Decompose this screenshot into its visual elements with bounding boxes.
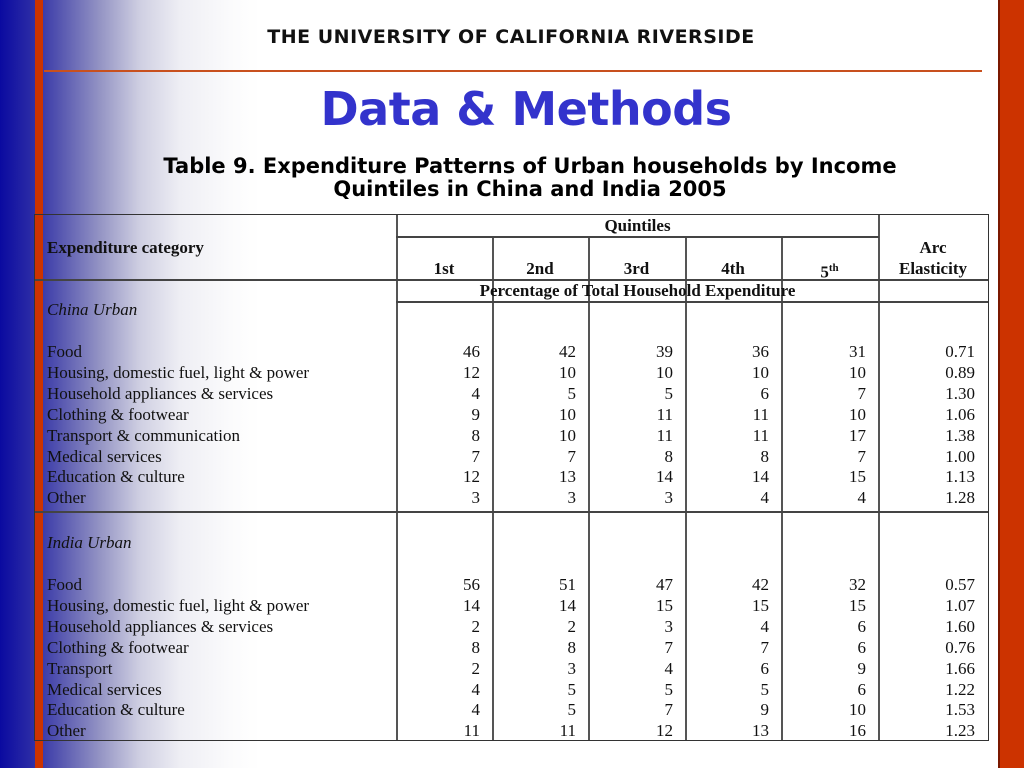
section-label: India Urban <box>47 533 132 552</box>
quintile-value-1: 9 <box>471 404 480 424</box>
quintile-value-4: 4 <box>760 488 769 508</box>
row-category: Household appliances & services <box>47 383 274 403</box>
quintile-value-1: 14 <box>463 595 480 615</box>
row-divider <box>35 511 988 513</box>
row-category: Medical services <box>47 679 162 699</box>
quintile-value-5: 17 <box>849 425 866 445</box>
quintile-value-2: 7 <box>567 446 576 466</box>
quintile-value-1: 8 <box>471 637 480 657</box>
table-title-line1: Table 9. Expenditure Patterns of Urban households by Income <box>163 154 897 178</box>
quintile-value-5: 6 <box>857 616 866 636</box>
quintile-5-number: 5 <box>820 262 829 282</box>
arc-elasticity-value: 1.38 <box>945 425 975 445</box>
quintile-header-2nd: 2nd <box>526 259 554 278</box>
quintile-header-3rd: 3rd <box>623 259 650 278</box>
quintile-value-4: 36 <box>752 342 769 361</box>
row-divider <box>396 236 879 238</box>
row-category: Housing, domestic fuel, light & power <box>47 595 310 615</box>
quintile-value-4: 13 <box>752 721 769 741</box>
arc-elasticity-value: 0.76 <box>945 637 975 657</box>
arc-elasticity-value: 1.13 <box>945 467 975 487</box>
quintile-value-5: 7 <box>857 383 866 403</box>
quintile-header-5th <box>781 258 878 283</box>
arc-elasticity-value: 1.66 <box>945 658 975 678</box>
arc-elasticity-value: 1.00 <box>945 446 975 466</box>
quintile-value-4: 11 <box>752 425 769 445</box>
row-category: Other <box>47 721 86 741</box>
quintile-value-1: 2 <box>471 616 480 636</box>
quintile-value-1: 11 <box>463 721 480 741</box>
quintile-5-suffix: th <box>828 262 839 274</box>
quintile-value-1: 46 <box>463 342 480 361</box>
quintile-value-1: 4 <box>471 679 480 699</box>
quintile-value-3: 47 <box>656 575 673 594</box>
quintile-value-1: 4 <box>471 383 480 403</box>
arc-elasticity-value: 1.28 <box>945 488 975 508</box>
row-category: Other <box>47 488 86 508</box>
quintile-value-1: 56 <box>463 575 480 594</box>
quintile-value-3: 10 <box>656 362 673 382</box>
quintile-value-2: 10 <box>559 425 576 445</box>
row-category: Education & culture <box>47 700 185 720</box>
quintile-value-5: 6 <box>857 679 866 699</box>
quintile-value-5: 10 <box>849 362 866 382</box>
row-divider <box>396 301 879 303</box>
row-category: Household appliances & services <box>47 616 274 636</box>
quintile-value-5: 15 <box>849 595 866 615</box>
quintile-value-2: 42 <box>559 342 576 361</box>
quintile-value-2: 3 <box>567 658 576 678</box>
quintile-value-5: 15 <box>849 467 866 487</box>
table-title-line2: Quintiles in China and India 2005 <box>333 177 727 201</box>
quintile-value-3: 4 <box>664 658 673 678</box>
quintile-value-1: 3 <box>471 488 480 508</box>
quintile-value-2: 10 <box>559 362 576 382</box>
quintile-value-2: 10 <box>559 404 576 424</box>
row-category: Medical services <box>47 446 162 466</box>
slide-title: Data & Methods <box>320 82 732 136</box>
col-divider <box>781 301 783 740</box>
quintile-value-2: 3 <box>567 488 576 508</box>
arc-header-line1: Arc <box>919 238 947 257</box>
quintile-value-4: 10 <box>752 362 769 382</box>
quintile-value-5: 16 <box>849 721 866 741</box>
category-column-header: Expenditure category <box>47 238 204 257</box>
quintile-header-4th: 4th <box>721 259 745 278</box>
arc-header-line2: Elasticity <box>899 259 967 278</box>
quintile-value-4: 5 <box>760 679 769 699</box>
quintile-value-5: 10 <box>849 404 866 424</box>
quintile-value-4: 11 <box>752 404 769 424</box>
organization-name: THE UNIVERSITY OF CALIFORNIA RIVERSIDE <box>267 26 755 48</box>
quintile-value-4: 6 <box>760 383 769 403</box>
quintile-value-1: 12 <box>463 362 480 382</box>
quintile-header-1st: 1st <box>433 259 455 278</box>
quintile-value-3: 12 <box>656 721 673 741</box>
quintile-value-4: 9 <box>760 700 769 720</box>
arc-elasticity-value: 1.07 <box>945 595 975 615</box>
quintile-value-3: 5 <box>664 383 673 403</box>
quintile-value-4: 6 <box>760 658 769 678</box>
arc-elasticity-value: 1.53 <box>945 700 975 720</box>
quintile-value-2: 5 <box>567 700 576 720</box>
quintile-value-5: 9 <box>857 658 866 678</box>
arc-elasticity-value: 0.71 <box>945 342 975 361</box>
quintile-value-1: 4 <box>471 700 480 720</box>
row-category: Education & culture <box>47 467 185 487</box>
arc-elasticity-value: 0.89 <box>945 362 975 382</box>
quintile-value-4: 4 <box>760 616 769 636</box>
row-category: Food <box>47 575 82 594</box>
quintile-value-5: 32 <box>849 575 866 594</box>
quintile-value-3: 3 <box>664 616 673 636</box>
row-category: Transport & communication <box>47 425 240 445</box>
quintile-value-4: 14 <box>752 467 769 487</box>
arc-elasticity-value: 1.60 <box>945 616 975 636</box>
col-divider <box>588 301 590 740</box>
row-divider <box>878 301 988 303</box>
quintile-value-1: 12 <box>463 467 480 487</box>
arc-elasticity-value: 1.22 <box>945 679 975 699</box>
quintile-value-2: 5 <box>567 679 576 699</box>
quintile-value-3: 11 <box>656 404 673 424</box>
quintile-value-3: 7 <box>664 637 673 657</box>
table-title <box>110 155 950 201</box>
quintile-value-3: 14 <box>656 467 673 487</box>
quintile-value-3: 15 <box>656 595 673 615</box>
quintile-value-2: 5 <box>567 383 576 403</box>
organization-header <box>0 26 1024 48</box>
row-category: Clothing & footwear <box>47 637 189 657</box>
quintile-value-1: 7 <box>471 446 480 466</box>
quintile-value-3: 39 <box>656 342 673 361</box>
col-divider <box>492 301 494 740</box>
quintile-value-1: 8 <box>471 425 480 445</box>
quintile-value-2: 14 <box>559 595 576 615</box>
quintile-value-3: 3 <box>664 488 673 508</box>
quintile-value-4: 42 <box>752 575 769 594</box>
quintile-value-2: 11 <box>559 721 576 741</box>
quintile-value-4: 7 <box>760 637 769 657</box>
quintile-value-5: 4 <box>857 488 866 508</box>
quintiles-header: Quintiles <box>604 216 671 235</box>
quintile-value-4: 8 <box>760 446 769 466</box>
header-divider <box>44 70 982 72</box>
quintile-value-3: 8 <box>664 446 673 466</box>
quintile-value-1: 2 <box>471 658 480 678</box>
quintile-value-3: 7 <box>664 700 673 720</box>
quintile-value-3: 5 <box>664 679 673 699</box>
units-label: Percentage of Total Household Expenditure <box>479 281 796 300</box>
quintile-value-5: 10 <box>849 700 866 720</box>
row-category: Clothing & footwear <box>47 404 189 424</box>
quintile-value-5: 6 <box>857 637 866 657</box>
quintile-value-2: 51 <box>559 575 576 594</box>
row-category: Food <box>47 342 82 361</box>
arc-elasticity-value: 1.06 <box>945 404 975 424</box>
quintile-value-2: 2 <box>567 616 576 636</box>
quintile-value-5: 31 <box>849 342 866 361</box>
col-divider <box>685 301 687 740</box>
arc-elasticity-value: 1.30 <box>945 383 975 403</box>
row-category: Housing, domestic fuel, light & power <box>47 362 310 382</box>
quintile-value-3: 11 <box>656 425 673 445</box>
quintile-value-5: 7 <box>857 446 866 466</box>
arc-elasticity-value: 0.57 <box>945 575 975 594</box>
quintile-value-4: 15 <box>752 595 769 615</box>
row-category: Transport <box>47 658 113 678</box>
quintile-value-2: 8 <box>567 637 576 657</box>
arc-elasticity-value: 1.23 <box>945 721 975 741</box>
quintile-value-2: 13 <box>559 467 576 487</box>
expenditure-table <box>34 214 989 741</box>
section-label: China Urban <box>47 300 138 319</box>
